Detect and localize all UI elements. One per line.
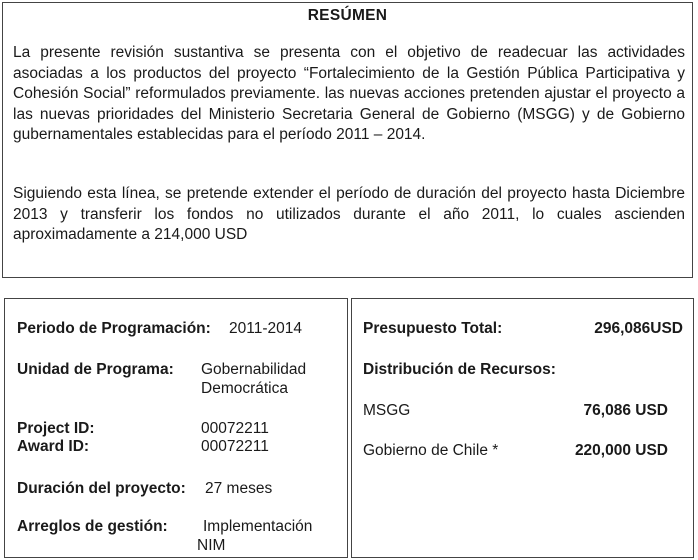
arreglos-value-line2: NIM: [197, 537, 226, 554]
periodo-label: Periodo de Programación:: [17, 320, 211, 337]
arreglos-value-line1: Implementación: [203, 518, 313, 535]
award-id-label: Award ID:: [17, 438, 90, 455]
unidad-label: Unidad de Programa:: [17, 361, 174, 378]
duracion-label: Duración del proyecto:: [17, 480, 186, 497]
presupuesto-total-label: Presupuesto Total:: [363, 320, 503, 337]
resource-amount-gobierno: 220,000 USD: [574, 442, 668, 459]
unidad-value-line2: Democrática: [201, 380, 288, 397]
distribucion-label: Distribución de Recursos:: [363, 361, 556, 378]
project-id-label: Project ID:: [17, 420, 95, 437]
unidad-value-line1: Gobernabilidad: [201, 361, 307, 378]
summary-box: [2, 2, 693, 278]
summary-title: RESÚMEN: [307, 7, 388, 24]
duracion-value: 27 meses: [205, 480, 273, 497]
presupuesto-total-value: 296,086USD: [594, 320, 683, 337]
summary-paragraph-1: La presente revisión sustantiva se presenta con el objetivo de readecuar las actividades asociadas a los productos del proyecto “Fortalecimiento de la Gestión Pública Participativa y Cohesión Social” reformulados previamente. las nuevas acciones pretenden ajustar el proyecto a las nuevas prioridades del Ministerio Secretaria General de Gobierno (MSGG) y de Gobierno gubernamentales establecidas para el período 2011 – 2014.: [13, 44, 685, 143]
summary-paragraph-2: Siguiendo esta línea, se pretende extender el período de duración del proyecto hasta Diciembre 2013 y transferir los fondos no utilizados durante el año 2011, lo cuales ascienden aproximadamente a 214,000 USD: [13, 185, 685, 243]
project-id-value: 00072211: [201, 420, 269, 437]
resource-name-msgg: MSGG: [363, 402, 411, 419]
project-info-box: [4, 298, 348, 558]
arreglos-label: Arreglos de gestión:: [17, 518, 168, 535]
budget-box: [351, 298, 694, 558]
periodo-value: 2011-2014: [229, 320, 302, 337]
resource-name-gobierno: Gobierno de Chile *: [363, 442, 499, 459]
resource-amount-msgg: 76,086 USD: [583, 402, 668, 419]
award-id-value: 00072211: [201, 438, 269, 455]
